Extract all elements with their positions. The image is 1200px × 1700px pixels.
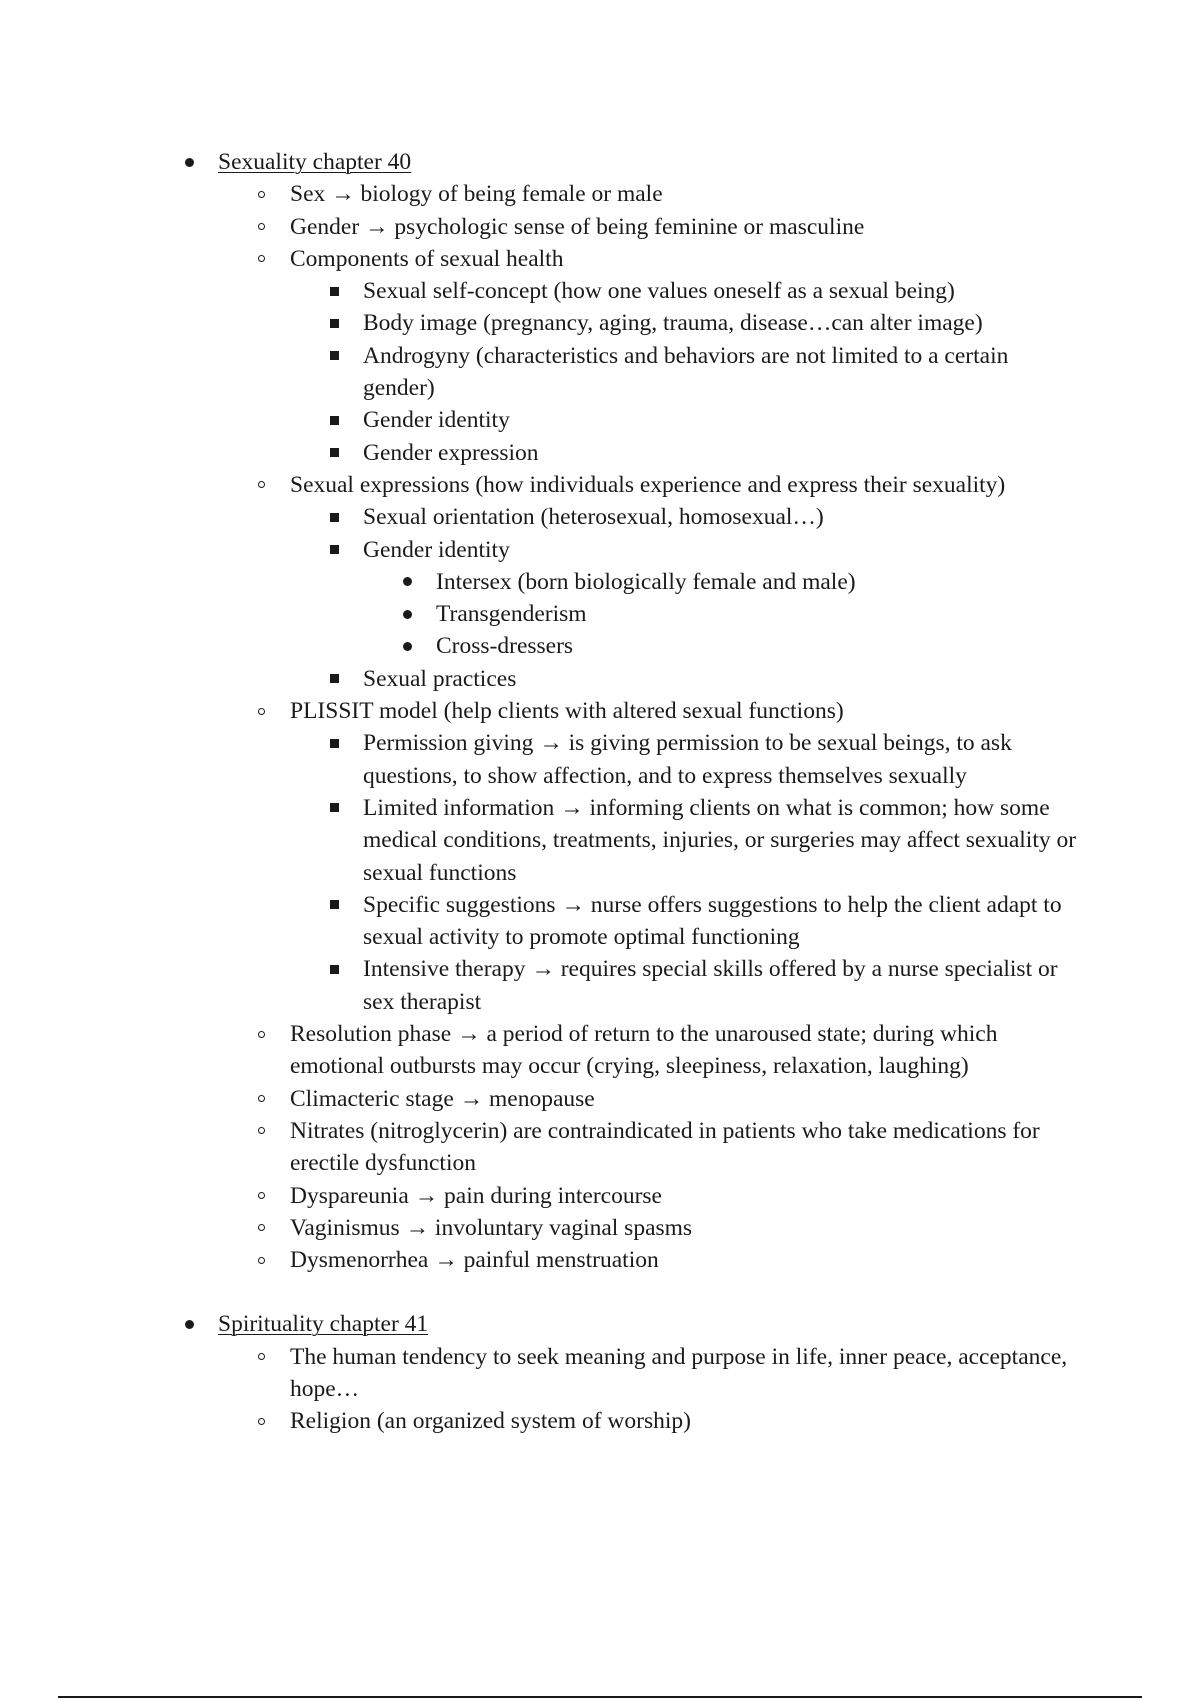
list-item — [0, 243, 1090, 469]
bullet-dot-icon — [399, 566, 415, 598]
bullet-square-icon — [326, 340, 342, 372]
bullet-circle-icon — [253, 1212, 269, 1244]
list-item — [0, 1244, 1090, 1276]
components-list — [290, 275, 1090, 469]
list-item-text: Gender → psychologic sense of being feminine or masculine — [290, 213, 865, 240]
list-item-text: Sexual self-concept (how one values oneself as a sexual being) — [363, 278, 955, 305]
list-item — [0, 469, 1090, 695]
bullet-circle-icon — [253, 1083, 269, 1115]
list-item — [0, 1083, 1090, 1115]
list-item-text: Intersex (born biologically female and male) — [436, 568, 856, 595]
bullet-square-icon — [326, 663, 342, 695]
list-item — [0, 340, 1083, 405]
bullet-circle-icon — [253, 469, 269, 501]
document-page — [0, 146, 1200, 1438]
list-item — [0, 727, 1083, 792]
list-item-text: Climacteric stage → menopause — [290, 1085, 595, 1112]
outline-list — [0, 146, 1200, 1438]
list-item-text: Cross-dressers — [436, 633, 574, 660]
bullet-circle-icon — [253, 695, 269, 727]
list-item — [0, 275, 1083, 307]
list-item — [0, 566, 1056, 598]
list-item — [0, 501, 1083, 533]
bullet-square-icon — [326, 307, 342, 339]
list-item — [0, 598, 1056, 630]
list-item-text: Androgyny (characteristics and behaviors are not limited to a certain gender) — [363, 342, 1009, 402]
list-item — [0, 534, 1083, 663]
list-item — [0, 1405, 1090, 1437]
list-item — [0, 1018, 1090, 1083]
bullet-square-icon — [326, 404, 342, 436]
list-item — [0, 695, 1090, 1018]
list-item — [0, 307, 1083, 339]
list-item — [0, 178, 1090, 210]
list-item-text: The human tendency to seek meaning and purpose in life, inner peace, acceptance, hope… — [290, 1343, 1068, 1402]
list-item — [0, 211, 1090, 243]
list-item — [0, 792, 1083, 889]
expressions-list — [290, 501, 1090, 695]
bullet-circle-icon — [253, 1405, 269, 1437]
list-item — [0, 889, 1083, 954]
list-item — [0, 1115, 1090, 1180]
list-item-text: Resolution phase → a period of return to the unaroused state; during which emotional outbursts may occur (crying, sleepiness, relaxation, laughing) — [290, 1021, 998, 1080]
section-heading: Sexuality chapter 40 — [218, 149, 412, 175]
list-item — [0, 663, 1083, 695]
list-item-text: Body image (pregnancy, aging, trauma, disease…can alter image) — [363, 310, 983, 337]
bullet-circle-icon — [253, 1018, 269, 1050]
list-item — [0, 1212, 1090, 1244]
list-item-text: Specific suggestions → nurse offers suggestions to help the client adapt to sexual activity to promote optimal functioning — [363, 891, 1062, 951]
bullet-square-icon — [326, 792, 342, 824]
list-item-text: Gender expression — [363, 439, 539, 466]
bullet-circle-icon — [253, 1115, 269, 1147]
bullet-square-icon — [326, 889, 342, 921]
bullet-dot-icon — [399, 598, 415, 630]
list-item-text: Nitrates (nitroglycerin) are contraindicated in patients who take medications for erectile dysfunction — [290, 1117, 1040, 1177]
bullet-circle-icon — [253, 178, 269, 210]
list-item-text: Vaginismus → involuntary vaginal spasms — [290, 1214, 693, 1241]
list-item — [0, 1341, 1090, 1406]
list-item-text: Sex → biology of being female or male — [290, 181, 663, 208]
bullet-circle-icon — [253, 243, 269, 275]
bullet-dot-icon — [181, 146, 197, 178]
list-item-text: Permission giving → is giving permission to be sexual beings, to ask questions, to show affection, and to express themselves sexually — [363, 730, 1012, 789]
section-items — [218, 1341, 1118, 1438]
section-heading: Spirituality chapter 41 — [218, 1311, 429, 1338]
list-item — [0, 630, 1056, 662]
list-item-text: Intensive therapy → requires special skills offered by a nurse specialist or sex therapist — [363, 956, 1058, 1015]
bullet-dot-icon — [181, 1308, 197, 1340]
list-item-text: Gender identity — [363, 407, 510, 434]
list-item — [0, 404, 1083, 436]
list-item-text: Gender identity — [363, 536, 510, 563]
bullet-circle-icon — [253, 1341, 269, 1373]
bullet-square-icon — [326, 437, 342, 469]
section-spirituality — [0, 1308, 1118, 1437]
bullet-square-icon — [326, 275, 342, 307]
bullet-dot-icon — [399, 630, 415, 662]
list-item-text: Religion (an organized system of worship) — [290, 1408, 691, 1435]
list-item-text: Components of sexual health — [290, 245, 564, 272]
list-item — [0, 437, 1083, 469]
bullet-square-icon — [326, 501, 342, 533]
list-item-text: Limited information → informing clients on what is common; how some medical conditions, treatments, injuries, or surgeries may affect sexuality or sexual functions — [363, 794, 1077, 886]
bullet-circle-icon — [253, 211, 269, 243]
list-item-text: Sexual orientation (heterosexual, homosexual…) — [363, 504, 824, 531]
list-item — [0, 1180, 1090, 1212]
list-item-text: Sexual practices — [363, 665, 517, 692]
page-bottom-divider — [58, 1696, 1142, 1698]
section-items — [218, 178, 1118, 1276]
list-item-text: Sexual expressions (how individuals experience and express their sexuality) — [290, 471, 1006, 498]
bullet-circle-icon — [253, 1180, 269, 1212]
bullet-square-icon — [326, 727, 342, 759]
bullet-circle-icon — [253, 1244, 269, 1276]
list-item-text: Transgenderism — [436, 601, 587, 628]
bullet-square-icon — [326, 534, 342, 566]
list-item-text: Dysmenorrhea → painful menstruation — [290, 1247, 659, 1274]
list-item-text: Dyspareunia → pain during intercourse — [290, 1182, 662, 1209]
plissit-list — [290, 727, 1090, 1018]
gender-identity-list — [363, 566, 1083, 663]
list-item-text: PLISSIT model (help clients with altered sexual functions) — [290, 698, 844, 725]
bullet-square-icon — [326, 953, 342, 985]
list-item — [0, 953, 1083, 1018]
section-sexuality — [0, 146, 1118, 1276]
